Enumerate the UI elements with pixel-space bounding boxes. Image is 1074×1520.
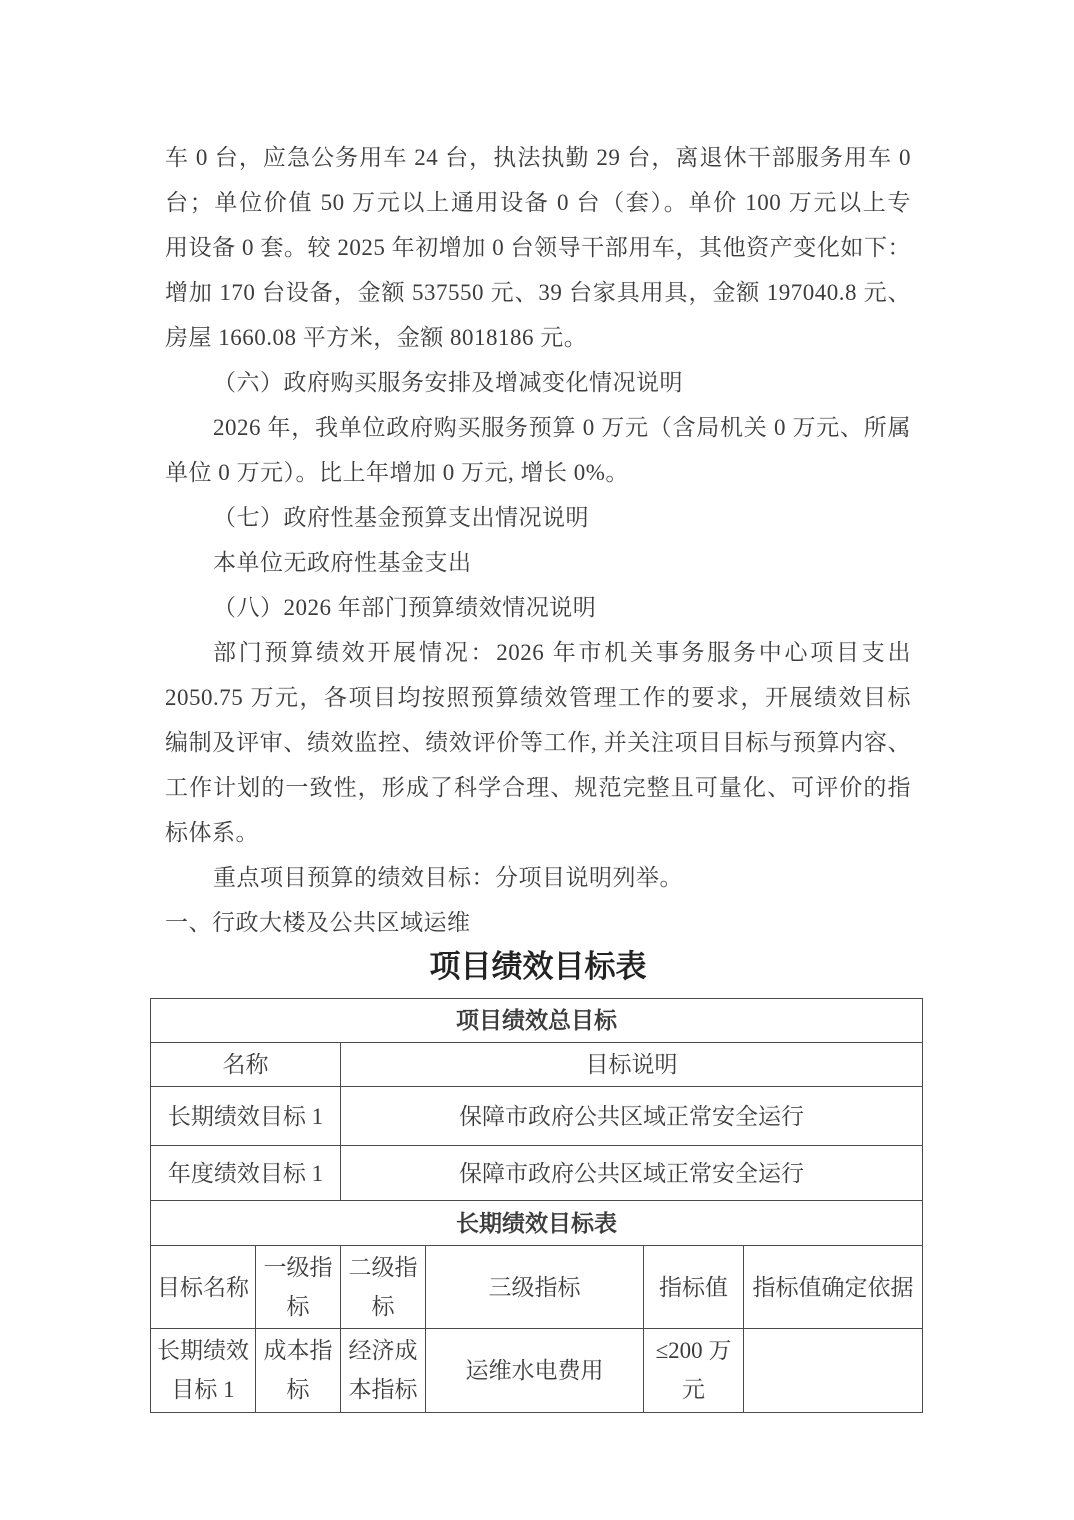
indicator-goal-name-cell: 长期绩效目标 1 [151, 1329, 256, 1412]
annual-goal-name-cell: 年度绩效目标 1 [151, 1146, 341, 1201]
body-line: 房屋 1660.08 平方米，金额 8018186 元。 [165, 325, 588, 350]
body-line: （七）政府性基金预算支出情况说明 [213, 505, 589, 530]
performance-goal-table [150, 998, 923, 1413]
longterm-goal-name-cell: 长期绩效目标 1 [151, 1087, 341, 1146]
level2-column-header: 二级指标 [341, 1246, 426, 1329]
body-line: 增加 170 台设备，金额 537550 元、39 台家具用具，金额 197040.8 元、 [165, 280, 911, 305]
body-line: 单位 0 万元）。比上年增加 0 万元, 增长 0%。 [165, 460, 629, 485]
indicator-level2-cell: 经济成本指标 [341, 1329, 426, 1412]
table-row-longterm-section-header [151, 1201, 923, 1246]
body-line: 2026 年，我单位政府购买服务预算 0 万元（含局机关 0 万元、所属 [213, 415, 911, 440]
performance-table-title: 项目绩效目标表 [429, 949, 647, 984]
body-line: 部门预算绩效开展情况：2026 年市机关事务服务中心项目支出 [213, 640, 911, 665]
basis-column-header: 指标值确定依据 [744, 1246, 923, 1329]
table-row-longterm-goal [151, 1087, 923, 1146]
level1-column-header: 一级指标 [256, 1246, 341, 1329]
document-content [157, 135, 914, 1413]
longterm-section-header-cell: 长期绩效目标表 [151, 1201, 923, 1246]
value-column-header: 指标值 [644, 1246, 744, 1329]
body-line: 台；单位价值 50 万元以上通用设备 0 台（套）。单价 100 万元以上专 [165, 190, 911, 215]
body-line: （八）2026 年部门预算绩效情况说明 [213, 595, 597, 620]
body-line: 标体系。 [165, 820, 259, 845]
overall-goal-header-cell: 项目绩效总目标 [151, 999, 923, 1043]
body-line: 一、行政大楼及公共区域运维 [165, 910, 471, 935]
annual-goal-description-cell: 保障市政府公共区域正常安全运行 [341, 1146, 923, 1201]
table-row-name-desc-header [151, 1043, 923, 1087]
body-line: 用设备 0 套。较 2025 年初增加 0 台领导干部用车，其他资产变化如下： [165, 235, 911, 260]
body-line: 2050.75 万元，各项目均按照预算绩效管理工作的要求，开展绩效目标 [165, 685, 911, 710]
indicator-level1-cell: 成本指标 [256, 1329, 341, 1412]
table-row-indicator-columns [151, 1246, 923, 1329]
body-line: 编制及评审、绩效监控、绩效评价等工作, 并关注项目目标与预算内容、 [165, 730, 911, 755]
indicator-level3-cell: 运维水电费用 [426, 1329, 644, 1412]
table-row-indicator-data [151, 1329, 923, 1412]
table-row-annual-goal [151, 1146, 923, 1201]
indicator-value-cell: ≤200 万元 [644, 1329, 744, 1412]
description-header-cell: 目标说明 [341, 1043, 923, 1087]
indicator-basis-cell [744, 1329, 923, 1412]
name-header-cell: 名称 [151, 1043, 341, 1087]
body-text-block [165, 135, 911, 945]
table-row-overall-header [151, 999, 923, 1043]
goal-name-column-header: 目标名称 [151, 1246, 256, 1329]
body-line: 车 0 台，应急公务用车 24 台，执法执勤 29 台，离退休干部服务用车 0 [165, 145, 911, 170]
longterm-goal-description-cell: 保障市政府公共区域正常安全运行 [341, 1087, 923, 1146]
body-line: 工作计划的一致性，形成了科学合理、规范完整且可量化、可评价的指 [165, 775, 911, 800]
body-line: （六）政府购买服务安排及增减变化情况说明 [213, 370, 683, 395]
body-line: 本单位无政府性基金支出 [213, 550, 472, 575]
body-line: 重点项目预算的绩效目标：分项目说明列举。 [213, 865, 683, 890]
level3-column-header: 三级指标 [426, 1246, 644, 1329]
